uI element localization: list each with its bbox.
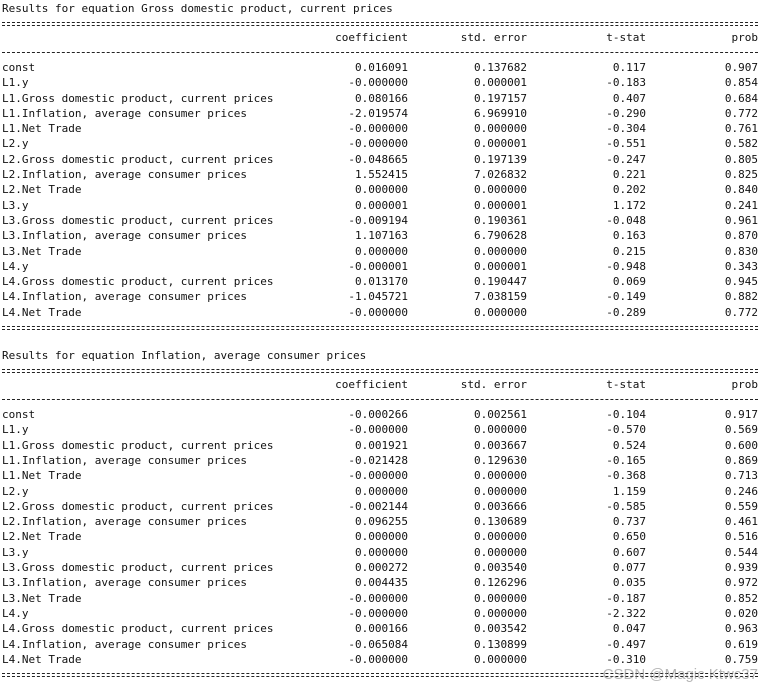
variable-name-cell: L3.Gross domestic product, current prices: [2, 213, 274, 227]
table-row: [2, 621, 758, 636]
section-title: Results for equation Gross domestic product, current prices: [2, 2, 393, 15]
column-header-coefficient: coefficient: [335, 378, 408, 392]
table-row: [2, 468, 758, 483]
column-header-coefficient: coefficient: [335, 31, 408, 44]
results-section-gdp: [2, 2, 758, 335]
t-stat-cell: -0.247: [606, 152, 646, 166]
prob-cell: 0.870: [724, 229, 758, 243]
prob-cell: 0.619: [724, 637, 758, 651]
coefficient-cell: 0.000000: [355, 484, 408, 498]
coefficient-cell: 0.096255: [355, 515, 408, 529]
prob-cell: 0.559: [724, 499, 758, 513]
results-section-inflation: [2, 349, 758, 682]
std-error-cell: 0.000000: [474, 305, 527, 319]
coefficient-cell: -0.000000: [348, 137, 408, 151]
variable-name-cell: L2.y: [2, 484, 29, 498]
std-error-cell: 7.026832: [474, 168, 527, 182]
coefficient-cell: 0.000000: [355, 545, 408, 559]
prob-cell: 0.972: [724, 576, 758, 590]
prob-cell: 0.869: [724, 453, 758, 467]
variable-name-cell: L1.Net Trade: [2, 469, 82, 483]
std-error-cell: 7.038159: [474, 290, 527, 304]
coefficient-cell: -0.002144: [348, 499, 408, 513]
t-stat-cell: -0.570: [606, 423, 646, 437]
prob-cell: 0.600: [724, 438, 758, 452]
prob-cell: 0.939: [724, 561, 758, 575]
coefficient-cell: -1.045721: [348, 290, 408, 304]
std-error-cell: 0.000000: [474, 469, 527, 483]
variable-name-cell: L2.y: [2, 137, 29, 151]
variable-name-cell: L1.Gross domestic product, current prices: [2, 91, 274, 105]
table-row: [2, 499, 758, 514]
std-error-cell: 0.003666: [474, 499, 527, 513]
single-rule: [2, 45, 758, 60]
table-row: [2, 228, 758, 243]
t-stat-cell: -0.948: [606, 259, 646, 273]
table-row: [2, 407, 758, 422]
std-error-cell: 0.000000: [474, 244, 527, 258]
results-table-body: [2, 407, 758, 667]
table-row: [2, 106, 758, 121]
prob-cell: 0.907: [724, 61, 758, 74]
results-table-body: [2, 60, 758, 320]
coefficient-cell: 0.000000: [355, 244, 408, 258]
t-stat-cell: -0.187: [606, 591, 646, 605]
prob-cell: 0.917: [724, 408, 758, 422]
prob-cell: 0.825: [724, 168, 758, 182]
prob-cell: 0.569: [724, 423, 758, 437]
t-stat-cell: -2.322: [606, 606, 646, 620]
table-row: [2, 514, 758, 529]
std-error-cell: 0.000000: [474, 423, 527, 437]
coefficient-cell: 0.000272: [355, 561, 408, 575]
single-rule: [2, 392, 758, 407]
coefficient-cell: 0.080166: [355, 91, 408, 105]
std-error-cell: 0.000000: [474, 652, 527, 666]
watermark-text: CSDN @Magic Ktwc37: [602, 666, 758, 683]
section-gap: [2, 335, 758, 349]
table-row: [2, 438, 758, 453]
coefficient-cell: -0.000000: [348, 652, 408, 666]
t-stat-cell: -0.585: [606, 499, 646, 513]
variable-name-cell: L3.Net Trade: [2, 591, 82, 605]
prob-cell: 0.020: [724, 606, 758, 620]
coefficient-cell: 0.001921: [355, 438, 408, 452]
variable-name-cell: L2.Inflation, average consumer prices: [2, 168, 248, 182]
coefficient-cell: -0.000000: [348, 591, 408, 605]
coefficient-cell: 1.107163: [355, 229, 408, 243]
std-error-cell: 0.000000: [474, 183, 527, 197]
std-error-cell: 0.003667: [474, 438, 527, 452]
double-rule: [2, 16, 758, 31]
variable-name-cell: L2.Net Trade: [2, 183, 82, 197]
std-error-cell: 0.000000: [474, 484, 527, 498]
std-error-cell: 0.002561: [474, 408, 527, 422]
variable-name-cell: L4.Gross domestic product, current prices: [2, 622, 274, 636]
t-stat-cell: -0.289: [606, 305, 646, 319]
std-error-cell: 0.130689: [474, 515, 527, 529]
coefficient-cell: -0.065084: [348, 637, 408, 651]
std-error-cell: 6.790628: [474, 229, 527, 243]
prob-cell: 0.713: [724, 469, 758, 483]
t-stat-cell: -0.183: [606, 76, 646, 90]
table-row: [2, 121, 758, 136]
t-stat-cell: 1.172: [612, 198, 646, 212]
t-stat-cell: 0.163: [612, 229, 646, 243]
prob-cell: 0.516: [724, 530, 758, 544]
variable-name-cell: L4.Inflation, average consumer prices: [2, 290, 248, 304]
t-stat-cell: -0.290: [606, 106, 646, 120]
column-header-prob: prob: [731, 31, 758, 44]
variable-name-cell: L4.Inflation, average consumer prices: [2, 637, 248, 651]
prob-cell: 0.761: [724, 122, 758, 136]
table-row: [2, 305, 758, 320]
variable-name-cell: L4.y: [2, 606, 29, 620]
std-error-cell: 0.000000: [474, 591, 527, 605]
table-row: [2, 213, 758, 228]
coefficient-cell: -0.000000: [348, 423, 408, 437]
prob-cell: 0.805: [724, 152, 758, 166]
prob-cell: 0.241: [724, 198, 758, 212]
prob-cell: 0.852: [724, 591, 758, 605]
coefficient-cell: -0.000000: [348, 469, 408, 483]
table-row: [2, 274, 758, 289]
table-row: [2, 453, 758, 468]
variable-name-cell: L4.Net Trade: [2, 305, 82, 319]
variable-name-cell: L3.Gross domestic product, current prices: [2, 561, 274, 575]
coefficient-cell: 0.000166: [355, 622, 408, 636]
std-error-cell: 0.000001: [474, 198, 527, 212]
std-error-cell: 0.000001: [474, 259, 527, 273]
t-stat-cell: -0.497: [606, 637, 646, 651]
variable-name-cell: L3.Inflation, average consumer prices: [2, 229, 248, 243]
std-error-cell: 0.126296: [474, 576, 527, 590]
variable-name-cell: L4.Gross domestic product, current prices: [2, 275, 274, 289]
coefficient-cell: -0.000001: [348, 259, 408, 273]
coefficient-cell: -0.009194: [348, 213, 408, 227]
coefficient-cell: -0.000000: [348, 305, 408, 319]
variable-name-cell: L1.Inflation, average consumer prices: [2, 453, 248, 467]
table-row: [2, 289, 758, 304]
coefficient-cell: -0.048665: [348, 152, 408, 166]
coefficient-cell: 0.004435: [355, 576, 408, 590]
variable-name-cell: L1.Gross domestic product, current prices: [2, 438, 274, 452]
coefficient-cell: -0.000000: [348, 122, 408, 136]
t-stat-cell: -0.551: [606, 137, 646, 151]
variable-name-cell: L4.Net Trade: [2, 652, 82, 666]
table-row: [2, 198, 758, 213]
column-header-t-stat: t-stat: [606, 31, 646, 44]
column-header-prob: prob: [731, 378, 758, 392]
t-stat-cell: 0.407: [612, 91, 646, 105]
prob-cell: 0.684: [724, 91, 758, 105]
std-error-cell: 0.197139: [474, 152, 527, 166]
coefficient-cell: 0.000000: [355, 183, 408, 197]
t-stat-cell: -0.165: [606, 453, 646, 467]
std-error-cell: 0.003540: [474, 561, 527, 575]
variable-name-cell: L2.Inflation, average consumer prices: [2, 515, 248, 529]
prob-cell: 0.963: [724, 622, 758, 636]
t-stat-cell: 0.202: [612, 183, 646, 197]
t-stat-cell: 0.737: [612, 515, 646, 529]
std-error-cell: 0.000000: [474, 545, 527, 559]
table-row: [2, 167, 758, 182]
variable-name-cell: L1.Net Trade: [2, 122, 82, 136]
table-row: [2, 560, 758, 575]
prob-cell: 0.840: [724, 183, 758, 197]
std-error-cell: 0.190361: [474, 213, 527, 227]
prob-cell: 0.772: [724, 305, 758, 319]
std-error-cell: 0.000000: [474, 606, 527, 620]
results-document: [2, 2, 758, 682]
variable-name-cell: L2.Gross domestic product, current prices: [2, 499, 274, 513]
t-stat-cell: -0.310: [606, 652, 646, 666]
t-stat-cell: -0.304: [606, 122, 646, 136]
variable-name-cell: L1.y: [2, 76, 29, 90]
std-error-cell: 0.137682: [474, 61, 527, 74]
coefficient-cell: -0.000000: [348, 606, 408, 620]
prob-cell: 0.544: [724, 545, 758, 559]
t-stat-cell: 1.159: [612, 484, 646, 498]
prob-cell: 0.246: [724, 484, 758, 498]
table-row: [2, 60, 758, 75]
t-stat-cell: -0.104: [606, 408, 646, 422]
table-row: [2, 152, 758, 167]
prob-cell: 0.759: [724, 652, 758, 666]
prob-cell: 0.882: [724, 290, 758, 304]
column-header-row: [2, 378, 758, 392]
table-row: [2, 136, 758, 151]
std-error-cell: 0.000000: [474, 530, 527, 544]
coefficient-cell: 0.013170: [355, 275, 408, 289]
coefficient-cell: 0.016091: [355, 61, 408, 74]
prob-cell: 0.854: [724, 76, 758, 90]
coefficient-cell: 0.000001: [355, 198, 408, 212]
t-stat-cell: 0.077: [612, 561, 646, 575]
t-stat-cell: 0.524: [612, 438, 646, 452]
variable-name-cell: L3.Inflation, average consumer prices: [2, 576, 248, 590]
std-error-cell: 0.003542: [474, 622, 527, 636]
variable-name-cell: const: [2, 408, 36, 422]
table-row: [2, 75, 758, 90]
table-row: [2, 244, 758, 259]
t-stat-cell: -0.149: [606, 290, 646, 304]
prob-cell: 0.830: [724, 244, 758, 258]
prob-cell: 0.461: [724, 515, 758, 529]
coefficient-cell: -0.000266: [348, 408, 408, 422]
variable-name-cell: L3.y: [2, 545, 29, 559]
column-header-std-error: std. error: [460, 31, 527, 44]
table-row: [2, 575, 758, 590]
variable-name-cell: const: [2, 61, 36, 74]
table-row: [2, 484, 758, 499]
t-stat-cell: -0.368: [606, 469, 646, 483]
variable-name-cell: L2.Net Trade: [2, 530, 82, 544]
std-error-cell: 0.130899: [474, 637, 527, 651]
variable-name-cell: L2.Gross domestic product, current prices: [2, 152, 274, 166]
t-stat-cell: 0.035: [612, 576, 646, 590]
coefficient-cell: -0.021428: [348, 453, 408, 467]
std-error-cell: 0.000001: [474, 76, 527, 90]
t-stat-cell: 0.047: [612, 622, 646, 636]
table-row: [2, 91, 758, 106]
column-header-row: [2, 31, 758, 45]
std-error-cell: 0.197157: [474, 91, 527, 105]
std-error-cell: 6.969910: [474, 106, 527, 120]
t-stat-cell: 0.221: [612, 168, 646, 182]
variable-name-cell: L1.Inflation, average consumer prices: [2, 106, 248, 120]
std-error-cell: 0.000001: [474, 137, 527, 151]
variable-name-cell: L4.y: [2, 259, 29, 273]
table-row: [2, 422, 758, 437]
std-error-cell: 0.190447: [474, 275, 527, 289]
table-row: [2, 529, 758, 544]
variable-name-cell: L1.y: [2, 423, 29, 437]
coefficient-cell: 1.552415: [355, 168, 408, 182]
variable-name-cell: L3.Net Trade: [2, 244, 82, 258]
prob-cell: 0.582: [724, 137, 758, 151]
column-header-std-error: std. error: [460, 378, 527, 392]
t-stat-cell: 0.650: [612, 530, 646, 544]
prob-cell: 0.772: [724, 106, 758, 120]
prob-cell: 0.343: [724, 259, 758, 273]
double-rule: [2, 320, 758, 335]
t-stat-cell: 0.069: [612, 275, 646, 289]
table-row: [2, 606, 758, 621]
variable-name-cell: L3.y: [2, 198, 29, 212]
table-row: [2, 637, 758, 652]
std-error-cell: 0.129630: [474, 453, 527, 467]
t-stat-cell: 0.117: [612, 61, 646, 74]
section-title: Results for equation Inflation, average consumer prices: [2, 349, 367, 363]
table-row: [2, 259, 758, 274]
table-row: [2, 591, 758, 606]
table-row: [2, 545, 758, 560]
t-stat-cell: 0.215: [612, 244, 646, 258]
coefficient-cell: -0.000000: [348, 76, 408, 90]
table-row: [2, 182, 758, 197]
coefficient-cell: -2.019574: [348, 106, 408, 120]
std-error-cell: 0.000000: [474, 122, 527, 136]
t-stat-cell: -0.048: [606, 213, 646, 227]
double-rule: [2, 363, 758, 378]
prob-cell: 0.945: [724, 275, 758, 289]
table-row: [2, 652, 758, 667]
column-header-t-stat: t-stat: [606, 378, 646, 392]
prob-cell: 0.961: [724, 213, 758, 227]
coefficient-cell: 0.000000: [355, 530, 408, 544]
t-stat-cell: 0.607: [612, 545, 646, 559]
